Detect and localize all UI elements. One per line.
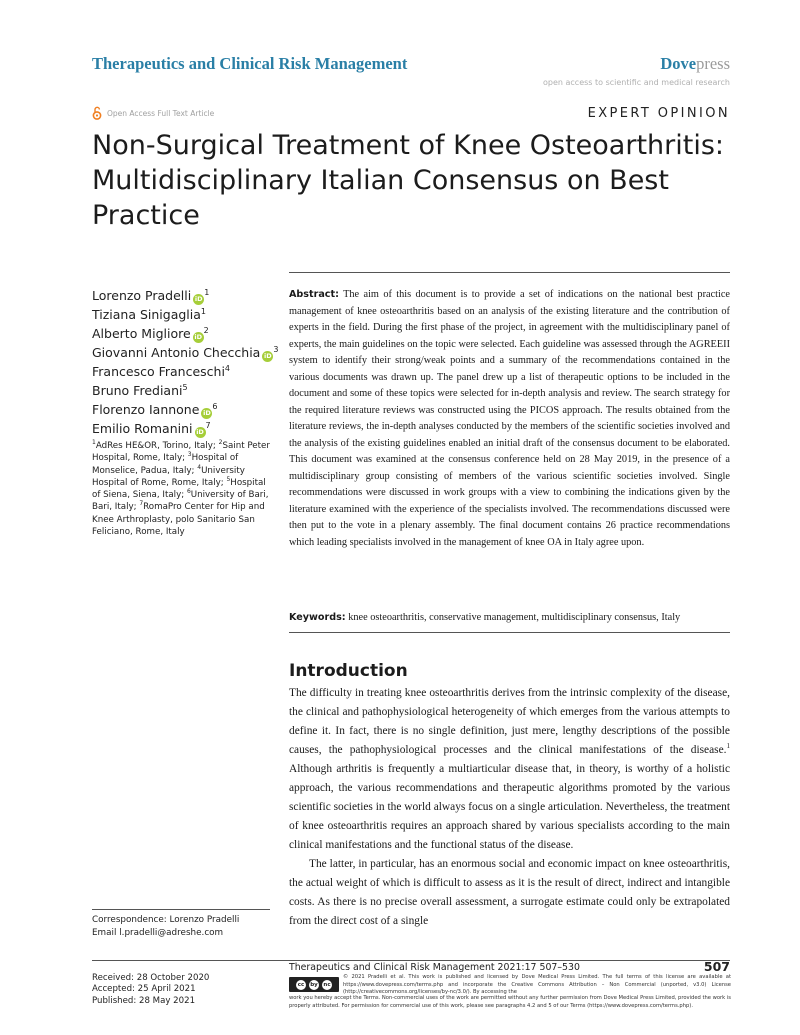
section-heading: Introduction bbox=[289, 661, 408, 681]
orcid-icon[interactable]: iD bbox=[194, 333, 202, 341]
author[interactable]: Emilio Romanini $iD^7$ bbox=[92, 420, 211, 436]
publisher-tagline: open access to scientific and medical research bbox=[543, 78, 730, 87]
paragraph: The latter, in particular, has an enormous social and economic impact on knee osteoarthritis, the actual weight of which is difficult to assess as it is the result of direct, indirect and intangible costs. As there is no precise overall assessment, a surrogate estimate could only be extrapolated from the direct cost of a single bbox=[289, 858, 730, 927]
orcid-icon[interactable]: iD bbox=[203, 409, 211, 417]
nc-icon: nc bbox=[323, 981, 331, 988]
citation-link[interactable]: 1 bbox=[726, 742, 730, 751]
paragraph: The difficulty in treating knee osteoarthritis derives from the intrinsic complexity of the disease, the clinical and pathophysiological heterogeneity of which emerges from the various attempts to define it. In fact, there is no single definition, just mere, lengthy descriptions of the possible causes, the pathophysiological processes and the clinical manifestations of the disease.$^1$ Although arthritis is frequently a multiarticular disease that, in theory, is worthy of a holistic approach, the various recommendations and therapeutic algorithms promoted by the various scientific societies in the world always focus on a single articulation. Nevertheless, the treatment of knee osteoarthritis requires an approach shared by various specialists according to the main clinical manifestations and the functional status of the disease. bbox=[289, 687, 730, 851]
author[interactable]: Lorenzo Pradelli $iD^1$ bbox=[92, 287, 210, 303]
title-line-2: Multidisciplinary Italian Consensus on Best Practice bbox=[92, 165, 669, 231]
author[interactable]: Giovanni Antonio Checchia $iD^3$ bbox=[92, 344, 279, 360]
orcid-icon[interactable]: iD bbox=[194, 295, 203, 303]
by-icon: by bbox=[310, 981, 318, 988]
affiliations: $^1$AdRes HE&OR, Torino, Italy; $^2$Saint Peter Hospital, Rome, Italy; $^3$Hospital of Monselice, Padua, Italy; $^4$University Hospital of Rome, Rome, Italy; $^5$Hospital of Siena, Siena, Italy; $^6$University of Bari, Bari, Italy; $^7$RomaPro Center for Hip and Knee Arthroplasty, polo Sanitario San Feliciano, Rome, Italy bbox=[92, 439, 270, 538]
author[interactable]: Francesco Franceschi$^4$ bbox=[92, 363, 231, 379]
publisher-logo-a: Dove bbox=[660, 54, 697, 73]
publisher-logo bbox=[660, 54, 730, 74]
keywords-text: knee osteoarthritis, conservative management, multidisciplinary consensus, Italy bbox=[348, 612, 681, 623]
body-text bbox=[289, 684, 730, 931]
abstract-text: The aim of this document is to provide a set of indications on the national best practice management of knee osteoarthritis based on an analysis of the existing literature and the contribution of experts in the field. During the first phase of the project, in agreement with the multidisciplinary panel of experts, the main guidelines on the topic were selected. Each guideline was assessed through the AGREEII system to identify their strong/weak points and a summary of the recommendations contained in the various documents was drawn up. The panel drew up a list of therapeutic options to be included in the document and some of these topics were selected for in-depth analysis and review. The search strategy for the required literature reviews was constructed using the PICOS approach. The results obtained from the literature reviews, the in-depth analyses conducted by the members of the scientific societies involved and the analysis of the existing guidelines enabled an initial draft of the consensus document to be elaborated. This document was examined at the consensus conference held on 28 May 2019, in the presence of a multidisciplinary group consisting of members of the various scientific societies involved. Single recommendations were discussed in work groups with a view to combining the indications given by the literature examined with the experience of the specialists involved. The recommendations discussed were then put to the vote in a plenary assembly. The final document contains 26 practice recommendations which leading specialists involved in the management of knee OA in Italy agree upon. bbox=[289, 289, 730, 548]
footer-citation: Therapeutics and Clinical Risk Management 2021:17 507–530 bbox=[289, 962, 580, 973]
article-dates bbox=[92, 973, 209, 1007]
author[interactable]: Bruno Frediani$^5$ bbox=[92, 382, 188, 398]
publisher-logo-b: press bbox=[696, 54, 730, 73]
abstract-top-rule bbox=[289, 272, 730, 273]
correspondence bbox=[92, 914, 239, 939]
license-text-cont: work you hereby accept the Terms. Non-commercial uses of the work are permitted without any further permission from Dove Medical Press Limited, provided the work is properly attributed. For permission for commercial use of this work, please see paragraphs 4.2 and 5 of our Terms (https://www.dovepress.com/terms.php). bbox=[289, 995, 731, 1009]
journal-name: Therapeutics and Clinical Risk Management bbox=[92, 54, 408, 73]
accepted-date: Accepted: 25 April 2021 bbox=[92, 984, 196, 995]
creative-commons-icon[interactable] bbox=[289, 977, 339, 992]
author[interactable]: Tiziana Sinigaglia$^1$ bbox=[92, 306, 207, 322]
correspondence-email[interactable]: Email l.pradelli@adreshe.com bbox=[92, 927, 224, 938]
keywords bbox=[289, 610, 730, 626]
published-date: Published: 28 May 2021 bbox=[92, 995, 196, 1006]
article-title bbox=[92, 128, 752, 233]
orcid-icon[interactable]: iD bbox=[196, 428, 204, 436]
author-list bbox=[92, 286, 278, 438]
received-date: Received: 28 October 2020 bbox=[92, 973, 210, 983]
abstract-label: Abstract: bbox=[289, 289, 339, 300]
author[interactable]: Florenzo Iannone $iD^6$ bbox=[92, 401, 218, 417]
page-number: 507 bbox=[703, 959, 730, 974]
correspondence-author: Correspondence: Lorenzo Pradelli bbox=[92, 915, 240, 925]
abstract bbox=[289, 287, 730, 551]
article-type: EXPERT OPINION bbox=[587, 106, 730, 121]
open-access-badge bbox=[92, 106, 214, 120]
footer-rule bbox=[92, 960, 730, 961]
open-lock-icon bbox=[92, 106, 102, 120]
orcid-icon[interactable]: iD bbox=[264, 352, 272, 360]
license-text: © 2021 Pradelli et al. This work is published and licensed by Dove Medical Press Limited. The full terms of this license are available at https://www.dovepress.com/terms.php and incorporate the Creative Commons Attribution – Non Commercial (unported, v3.0) License (http://creativecommons.org/licenses/by-nc/3.0/). By accessing the bbox=[343, 974, 731, 995]
title-line-1: Non-Surgical Treatment of Knee Osteoarthritis: bbox=[92, 130, 724, 161]
keywords-label: Keywords: bbox=[289, 612, 346, 623]
open-access-label: Open Access Full Text Article bbox=[107, 108, 215, 118]
cc-icon: cc bbox=[297, 981, 305, 988]
abstract-bottom-rule bbox=[289, 632, 730, 633]
correspondence-rule bbox=[92, 909, 270, 910]
author[interactable]: Alberto Migliore $iD^2$ bbox=[92, 325, 209, 341]
